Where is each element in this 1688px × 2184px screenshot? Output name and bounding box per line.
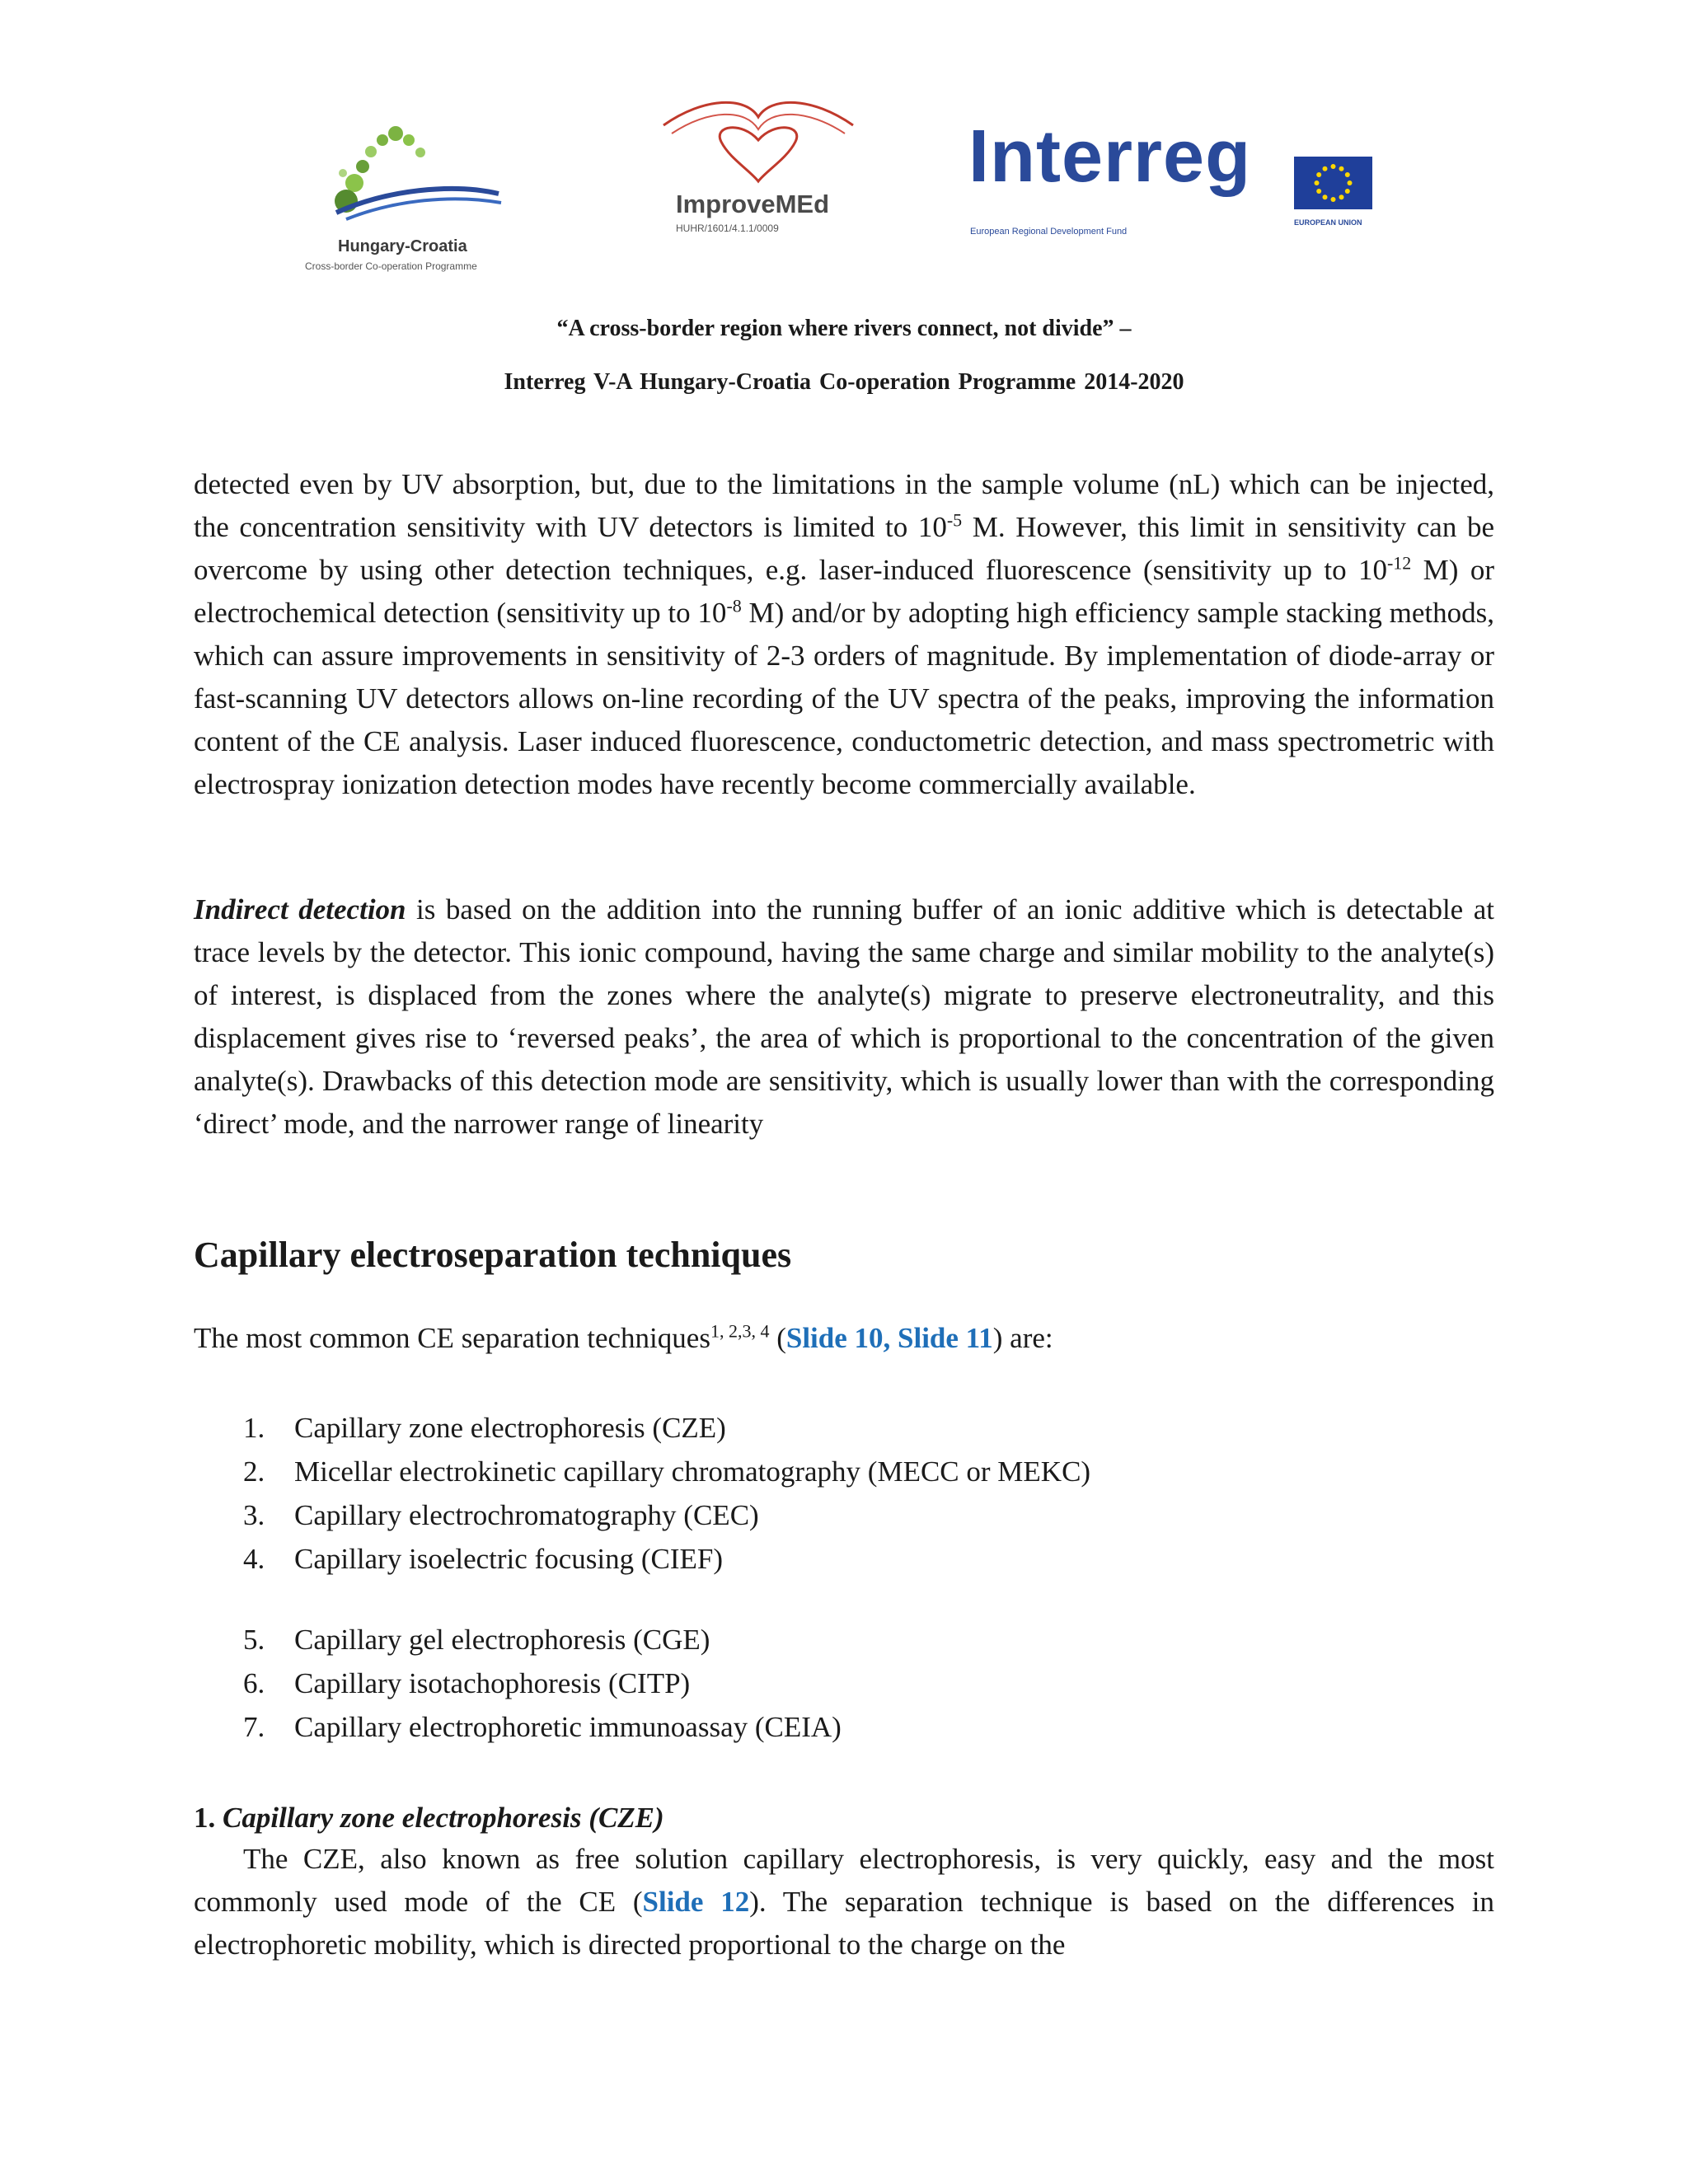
interreg-fund-label: European Regional Development Fund [970, 227, 1128, 237]
subsection-heading-cze [194, 1797, 664, 1840]
section-heading: Capillary electroseparation techniques [194, 1235, 792, 1275]
term-indirect-detection: Indirect detection [194, 893, 406, 926]
paragraph-cze [194, 1838, 1494, 1966]
improvemed-code: HUHR/1601/4.1.1/0009 [676, 223, 779, 234]
programme-name: Interreg V-A Hungary-Croatia Co-operation Programme 2014-2020 [504, 369, 1184, 395]
improvemed-logo [655, 92, 861, 241]
eu-label: EUROPEAN UNION [1294, 218, 1362, 227]
list-number: 2. [243, 1455, 265, 1488]
improvemed-title: ImproveMEd [676, 190, 830, 218]
list-label: Capillary isotachophoresis (CITP) [294, 1667, 691, 1699]
subsection-number: 1. [194, 1802, 223, 1834]
list-item [243, 1537, 1397, 1581]
logo-header [0, 82, 1688, 272]
paragraph-detection-sensitivity [194, 463, 1494, 806]
list-number: 1. [243, 1412, 265, 1444]
list-number: 7. [243, 1711, 265, 1743]
list-number: 5. [243, 1624, 265, 1656]
list-number: 4. [243, 1543, 265, 1575]
slide-link-12[interactable]: Slide 12 [642, 1886, 750, 1918]
paragraph-text: M) and/or by adopting high efficiency sample stacking methods, which can assure improvements in sensitivity of 2-3 orders of magnitude. By implementation of diode-array or fast-scanning UV detectors allows on-line recording of the UV spectra of the peaks, improving the information content of the CE analysis. Laser induced fluorescence, conductometric detection, and mass spectrometric with electrospray ionization detection modes have recently become commercially available. [194, 597, 1494, 800]
list-label: Capillary electrochromatography (CEC) [294, 1499, 759, 1531]
superscript: -5 [946, 509, 963, 531]
list-item [243, 1618, 1397, 1661]
list-item [243, 1661, 1397, 1705]
intro-text: The most common CE separation techniques [194, 1322, 710, 1354]
list-item [243, 1493, 1397, 1537]
eu-flag-icon [1294, 157, 1372, 209]
list-label: Capillary zone electrophoresis (CZE) [294, 1412, 726, 1444]
hungary-croatia-subtitle: Cross-border Co-operation Programme [305, 260, 477, 272]
list-number: 6. [243, 1667, 265, 1699]
improvemed-heart-icon [655, 92, 861, 187]
slide-link-10-11[interactable]: Slide 10, Slide 11 [785, 1322, 993, 1354]
list-number: 3. [243, 1499, 265, 1531]
superscript: -12 [1386, 552, 1412, 574]
programme-motto: “A cross-border region where rivers connect, not divide” – [556, 316, 1132, 341]
paragraph-text: M. However, this limit in sensitivity can be overcome by using other detection techniques, e.g. laser-induced fluorescence (sensitivity up to 10 [194, 511, 1494, 586]
techniques-list [243, 1406, 1397, 1581]
paragraph-text: detected even by UV absorption, but, due to the limitations in the sample volume (nL) which can be injected, the concentration sensitivity with UV detectors is limited to 10 [194, 468, 1494, 543]
paragraph-text: M) or electrochemical detection (sensitivity up to 10 [194, 554, 1494, 629]
interreg-title: Interreg [968, 115, 1252, 198]
intro-text: ( [769, 1322, 786, 1354]
list-label: Micellar electrokinetic capillary chromatography (MECC or MEKC) [294, 1455, 1091, 1488]
list-label: Capillary gel electrophoresis (CGE) [294, 1624, 710, 1656]
superscript: -8 [726, 595, 742, 616]
paragraph-text: ). The separation technique is based on the differences in electrophoretic mobility, which is directed proportional to the charge on the [194, 1886, 1494, 1961]
list-item [243, 1450, 1397, 1493]
list-item [243, 1705, 1397, 1749]
subsection-title: Capillary zone electrophoresis (CZE) [223, 1802, 664, 1834]
paragraph-text: The CZE, also known as free solution capillary electrophoresis, is very quickly, easy and the most commonly used mode of the CE ( [194, 1843, 1494, 1918]
list-item [243, 1406, 1397, 1450]
reference-superscript: 1, 2,3, 4 [710, 1320, 770, 1342]
intro-text: ) are: [992, 1322, 1053, 1354]
list-label: Capillary isoelectric focusing (CIEF) [294, 1543, 723, 1575]
hungary-croatia-logo-icon [297, 115, 519, 231]
hungary-croatia-title: Hungary-Croatia [338, 237, 467, 255]
techniques-list-continued [243, 1618, 1397, 1749]
interreg-logo [968, 115, 1381, 237]
techniques-intro [194, 1317, 1053, 1360]
hungary-croatia-logo [297, 115, 519, 272]
paragraph-text: is based on the addition into the running buffer of an ionic additive which is detectable at trace levels by the detector. This ionic compound, having the same charge and similar mobility to the analyte(s) of interest, is displaced from the zones where the analyte(s) migrate to preserve electroneutrality, and this displacement gives rise to ‘reversed peaks’, the area of which is proportional to the concentration of the given analyte(s). Drawbacks of this detection mode are sensitivity, which is usually lower than with the corresponding ‘direct’ mode, and the narrower range of linearity [194, 893, 1495, 1140]
list-label: Capillary electrophoretic immunoassay (CEIA) [294, 1711, 842, 1743]
paragraph-indirect-detection [194, 888, 1494, 1146]
